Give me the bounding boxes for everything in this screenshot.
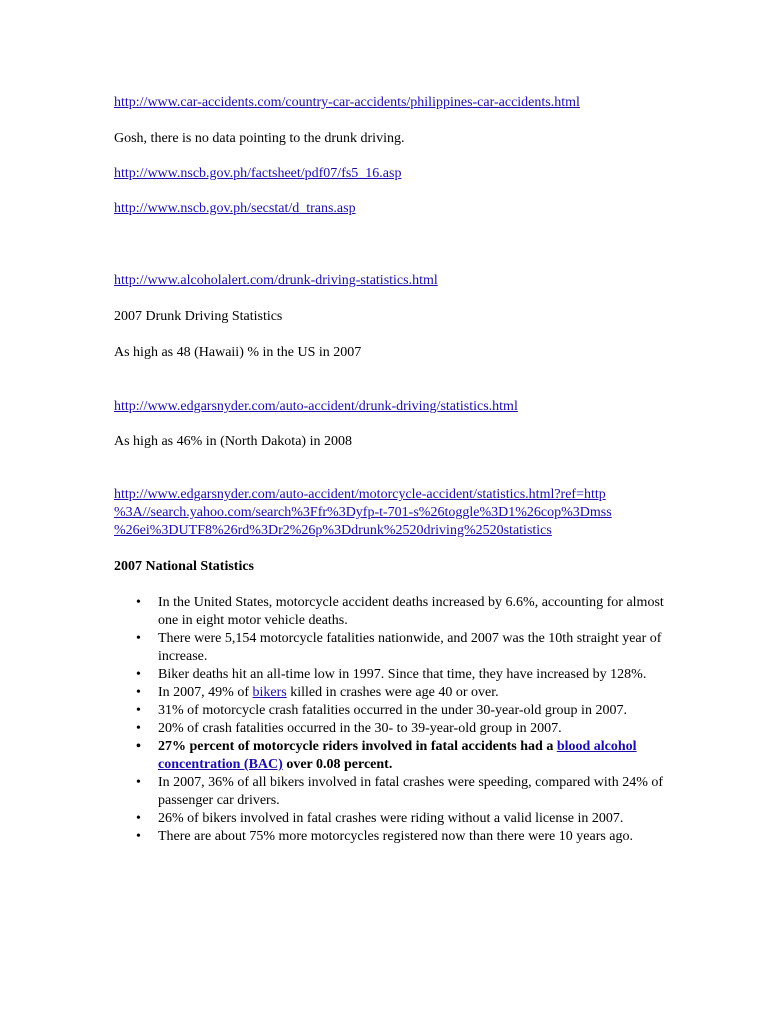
list-item [114,828,664,846]
list-item [114,774,664,810]
bullet-icon: • [136,703,141,718]
hawaii-note: As high as 48 (Hawaii) % in the US in 2007 [114,345,362,360]
no-data-note: Gosh, there is no data pointing to the drunk driving. [114,131,405,146]
list-item [114,702,664,720]
national-stats-list [114,594,664,846]
list-item-text-after: killed in crashes were age 40 or over. [286,685,499,700]
list-item [114,738,664,774]
list-item [114,720,664,738]
edgarsnyder-drunk-link[interactable]: http://www.edgarsnyder.com/auto-accident/drunk-driving/statistics.html [114,399,518,414]
bullet-icon: • [136,775,141,790]
bullet-icon: • [136,811,141,826]
car-accidents-link-line [114,94,580,112]
bikers-link[interactable]: bikers [252,685,287,700]
bullet-icon: • [136,721,141,736]
stats-2007-title: 2007 Drunk Driving Statistics [114,309,283,324]
list-item-text: 31% of motorcycle crash fatalities occurred in the under 30-year-old group in 2007. [158,703,627,718]
list-item [114,666,664,684]
bac-link[interactable]: blood alcohol concentration (BAC) [158,739,637,772]
list-item [114,594,664,630]
list-item-text: Biker deaths hit an all-time low in 1997. Since that time, they have increased by 128%. [158,667,647,682]
north-dakota-note: As high as 46% in (North Dakota) in 2008 [114,434,352,449]
edgarsnyder-moto-link-block [114,486,674,540]
list-item [114,630,664,666]
bullet-icon: • [136,595,141,610]
bullet-icon: • [136,685,141,700]
bullet-icon: • [136,667,141,682]
bullet-icon: • [136,739,141,754]
alcoholalert-link-line [114,272,438,290]
edgarsnyder-moto-link-line-3[interactable]: %26ei%3DUTF8%26rd%3Dr2%26p%3Ddrunk%2520driving%2520statistics [114,523,552,538]
bullet-icon: • [136,829,141,844]
list-item [114,810,664,828]
edgarsnyder-moto-link-line-2[interactable]: %3A//search.yahoo.com/search%3Ffr%3Dyfp-t-701-s%26toggle%3D1%26cop%3Dmss [114,505,612,520]
national-stats-heading: 2007 National Statistics [114,559,254,574]
list-item-text: 26% of bikers involved in fatal crashes were riding without a valid license in 2007. [158,811,624,826]
list-item-text: There were 5,154 motorcycle fatalities nationwide, and 2007 was the 10th straight year of increase. [158,631,662,664]
list-item [114,684,664,702]
list-item-text-after: over 0.08 percent. [282,757,393,772]
edgarsnyder-drunk-link-line [114,398,518,416]
car-accidents-link[interactable]: http://www.car-accidents.com/country-car-accidents/philippines-car-accidents.html [114,95,580,110]
list-item-text-before: 27% percent of motorcycle riders involved in fatal accidents had a [158,739,557,754]
nscb-secstat-link[interactable]: http://www.nscb.gov.ph/secstat/d_trans.asp [114,201,356,216]
list-item-text: There are about 75% more motorcycles registered now than there were 10 years ago. [158,829,634,844]
edgarsnyder-moto-link-line-1[interactable]: http://www.edgarsnyder.com/auto-accident/motorcycle-accident/statistics.html?ref=http [114,487,606,502]
list-item-text: In the United States, motorcycle accident deaths increased by 6.6%, accounting for almost one in eight motor vehicle deaths. [158,595,664,628]
bullet-icon: • [136,631,141,646]
nscb-secstat-link-line [114,200,356,218]
list-item-text: In 2007, 36% of all bikers involved in fatal crashes were speeding, compared with 24% of passenger car drivers. [158,775,664,808]
list-item-text-before: In 2007, 49% of [158,685,253,700]
list-item-text: 20% of crash fatalities occurred in the 30- to 39-year-old group in 2007. [158,721,562,736]
alcoholalert-link[interactable]: http://www.alcoholalert.com/drunk-driving-statistics.html [114,273,438,288]
nscb-factsheet-link-line [114,165,401,183]
nscb-factsheet-link[interactable]: http://www.nscb.gov.ph/factsheet/pdf07/fs5_16.asp [114,166,402,181]
